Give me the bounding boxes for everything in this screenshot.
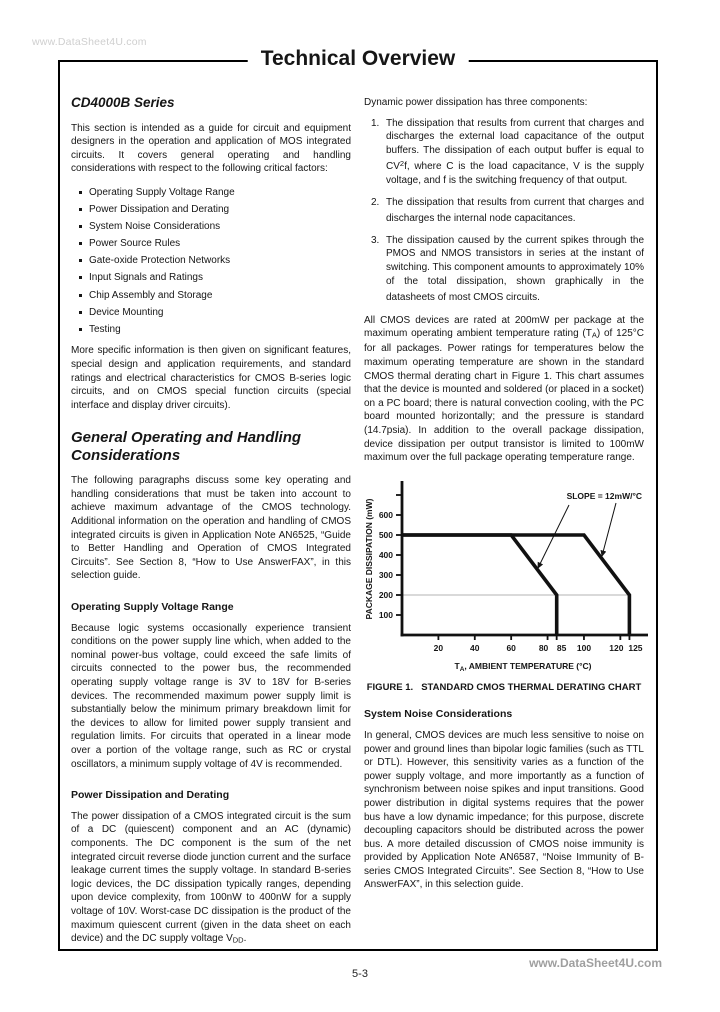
item-text (386, 117, 644, 188)
general-section-paragraph: The following paragraphs discuss some key operating and handling considerations that must be taken into account to achieve maximum advantage of the CMOS technology. Additional information on the operation and handling of CMOS integrated circuits is given in Application Note AN6525, “Guide to Better Handling and Operation of CMOS Integrated Circuits”. See Section 8, “How to Use AnswerFAX”, in this selection guide. (71, 475, 351, 582)
page-frame (58, 47, 658, 951)
critical-factors-list (71, 186, 351, 336)
paragraph-text: All CMOS devices are rated at 200mW per package at the maximum operating ambient temperature rating (T (364, 314, 644, 340)
superscript-text: 2 (399, 159, 405, 169)
x-tick-label: 40 (470, 642, 480, 653)
bullet-item-label: System Noise Considerations (89, 221, 221, 233)
bullet-item (71, 237, 351, 251)
x-tick-label: 80 (538, 642, 549, 653)
bullet-item (71, 254, 351, 268)
thermal-derating-chart (364, 475, 644, 677)
bullet-item (71, 186, 351, 200)
item-number: 3. (371, 234, 380, 246)
figure-title: STANDARD CMOS THERMAL DERATING CHART (421, 681, 642, 693)
slope-annotation: SLOPE = 12mW/°C (566, 490, 642, 501)
y-tick-label: 100 (378, 609, 393, 620)
bullet-item (71, 289, 351, 303)
bullet-item (71, 306, 351, 320)
bullet-item (71, 203, 351, 217)
bullet-item-label: Device Mounting (89, 306, 164, 318)
paragraph-text: The dissipation that results from current that charges and discharges the external load capacitance of the output buffers. The dissipation of each output buffer is equal to CV (386, 117, 644, 173)
subscript-text: A (591, 330, 597, 340)
bullet-item (71, 220, 351, 234)
paragraph-text: The dissipation that results from current that charges and discharges the internal node capacitances. (386, 196, 644, 225)
x-tick-label: 120 (609, 642, 624, 653)
paragraph-text: ) of 125°C for all packages. Power ratings for temperatures below the maximum operating temperature are shown in the standard CMOS thermal derating chart in Figure 1. This chart assumes that the device is mounted and soldered (or placed in a socket) on a PC board; there is natural convection cooling, with the PC board mounted horizontally; and the pressure is standard (14.7psia). In addition to the overall package dissipation, device dissipation per output transistor is limited to 100mW maximum over the full package operating temperature range. (364, 328, 644, 464)
y-tick-label: 300 (378, 569, 393, 580)
paragraph-text: The power dissipation of a CMOS integrated circuit is the sum of a DC (quiescent) component and an AC (dynamic) components. The DC component is the sum of the net integrated circuit reverse diode junction current and the surface leakage current times the supply voltage. In standard B-series logic devices, the DC dissipation typically ranges, depending upon device complexity, from 100nW to 400nW for a supply voltage of 10V. Worst-case DC dissipation is the product of the maximum quiescent current (given in the data sheet on each device) and the DC supply voltage V (71, 810, 351, 945)
item-number: 2. (371, 196, 380, 208)
x-tick-label: 60 (506, 642, 516, 653)
supply-voltage-heading: Operating Supply Voltage Range (71, 601, 234, 614)
numbered-item (371, 196, 644, 226)
y-tick-label: 400 (378, 549, 393, 560)
bullet-item-label: Power Source Rules (89, 238, 181, 250)
page-number: 5-3 (352, 968, 368, 980)
bullet-item-label: Testing (89, 323, 121, 335)
figure-caption (364, 681, 644, 695)
series-heading: CD4000B Series (71, 95, 175, 110)
paragraph-text: f, where C is the load capacitance, V is the supply voltage, and f is the switching frequency of that output. (386, 161, 644, 186)
x-tick-label: 100 (576, 642, 592, 653)
numbered-item (371, 117, 644, 188)
y-tick-label: 200 (378, 589, 393, 600)
x-tick-label: 85 (556, 642, 567, 653)
supply-voltage-paragraph: Because logic systems occasionally experience transient conditions on the power supply line which, when added to the nominal power-bus voltage, could exceed the safe limits of circuits connected to the power bus, the recommended operating supply voltage range is 3V to 18V for B-series devices. The recommended maximum power supply limit is substantially below the minimum primary breakdown limit for the devices to allow for limited power supply transient and regulation limits. For circuits that operated in a linear mode over a portion of the voltage range, such as RC or crystal oscillators, a minimum supply voltage of 4V is recommended. (71, 622, 351, 770)
subscript-text: DD (232, 935, 244, 945)
paragraph-text: The dissipation caused by the current spikes through the PMOS and NMOS transistors in series at the instant of switching. This component amounts to approximately 10% of the total dissipation, shown graphically in the datasheets of most CMOS circuits. (386, 234, 644, 304)
derating-line-125c (402, 535, 629, 635)
derating-line-85c (402, 535, 557, 635)
bullet-item-label: Power Dissipation and Derating (89, 204, 230, 216)
numbered-item (371, 234, 644, 305)
derating-chart-svg (364, 475, 651, 677)
item-number: 1. (371, 117, 380, 129)
bullet-item (71, 271, 351, 285)
left-column (71, 96, 351, 957)
page-title: Technical Overview (248, 46, 469, 72)
general-section-heading: General Operating and Handling Considerations (71, 429, 302, 464)
more-info-paragraph: More specific information is then given on significant features, special design and application requirements, and standard ratings and electrical characteristics for CMOS B-series logic circuits, and on CMOS special function circuits (special interface and display driver circuits). (71, 345, 351, 411)
x-tick-label: 20 (433, 642, 444, 653)
y-axis-label: PACKAGE DISSIPATION (mW) (364, 498, 374, 620)
slope-arrow-2 (602, 503, 616, 556)
intro-paragraph: This section is intended as a guide for circuit and equipment designers in the operation and application of MOS integrated circuits. It covers general operating and handling considerations with respect to the following critical factors: (71, 122, 351, 175)
system-noise-heading: System Noise Considerations (364, 708, 513, 721)
two-column-layout (60, 62, 656, 957)
dynamic-power-intro: Dynamic power dissipation has three components: (364, 97, 588, 108)
rating-paragraph (364, 314, 644, 465)
bullet-item-label: Input Signals and Ratings (89, 272, 203, 284)
x-axis-label: $T_A$, AMBIENT TEMPERATURE (°C) (454, 660, 592, 673)
system-noise-paragraph: In general, CMOS devices are much less sensitive to noise on power and ground lines than bipolar logic families (such as TTL or DTL). However, this sensitivity varies as a function of the power supply voltage, and more importantly as a function of synchronism between noise spikes and input transitions. Good power distribution in digital systems requires that the power bus have a low dynamic impedance; for this purpose, discrete decoupling capacitors should be distributed across the power bus. A more detailed discussion of CMOS noise immunity is provided by Application Note AN6587, “Noise Immunity of B-series CMOS Integrated Circuits”. See Section 8, “How to Use AnswerFAX”, in this selection guide. (364, 729, 644, 891)
bullet-item-label: Operating Supply Voltage Range (89, 186, 235, 198)
item-text (386, 234, 644, 305)
power-dissipation-heading: Power Dissipation and Derating (71, 789, 230, 802)
power-dissipation-paragraph (71, 810, 351, 947)
y-tick-label: 600 (378, 509, 393, 520)
watermark-bottom: www.DataSheet4U.com (529, 956, 662, 970)
y-tick-label: 500 (378, 529, 393, 540)
watermark-top: www.DataSheet4U.com (32, 36, 147, 48)
bullet-item (71, 323, 351, 337)
paragraph-text: . (243, 933, 247, 945)
figure-label: FIGURE 1. (366, 681, 414, 693)
bullet-item-label: Chip Assembly and Storage (89, 289, 213, 301)
bullet-item-label: Gate-oxide Protection Networks (89, 255, 231, 267)
item-text (386, 196, 644, 226)
right-column (364, 96, 644, 957)
x-tick-label: 125 (628, 642, 643, 653)
dissipation-components-list (364, 117, 644, 305)
